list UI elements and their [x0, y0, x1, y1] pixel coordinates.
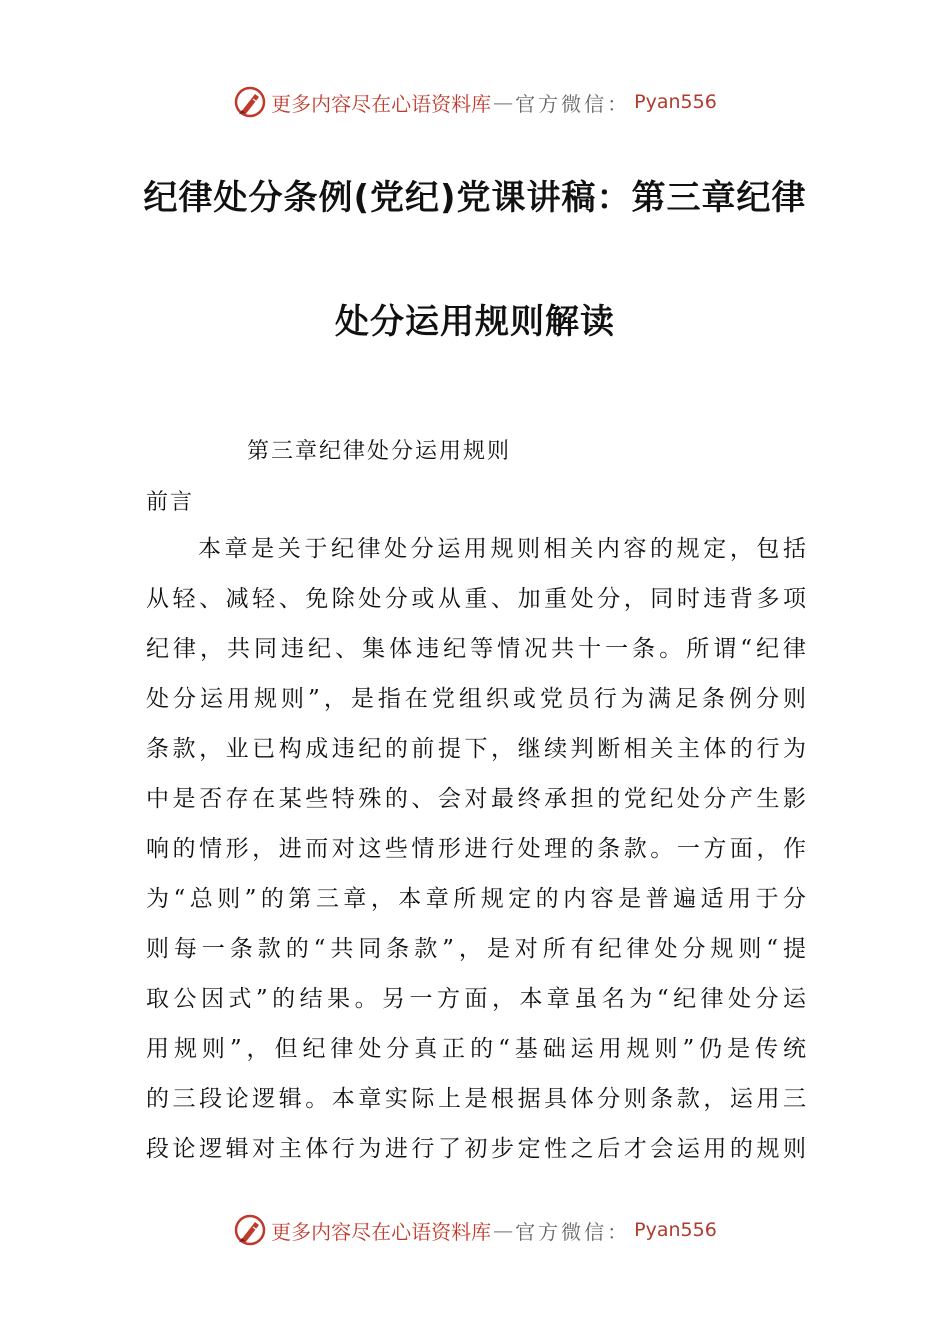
- watermark-brand: 更多内容尽在心语资料库: [271, 91, 492, 116]
- document-title-line-2: 处分运用规则解读: [335, 302, 615, 342]
- paragraph-line: 条款，业已构成违纪的前提下，继续判断相关主体的行为: [146, 736, 806, 762]
- watermark-wechat-id: Pyan556: [634, 1219, 717, 1241]
- paragraph-line: 纪律，共同违纪、集体违纪等情况共十一条。所谓“纪律: [146, 636, 806, 662]
- paragraph-line: 用规则”，但纪律处分真正的“基础运用规则”仍是传统: [146, 1036, 806, 1062]
- watermark-dash: —: [493, 1218, 514, 1242]
- paragraph-line: 本章是关于纪律处分运用规则相关内容的规定，包括: [198, 536, 806, 562]
- chapter-heading: 第三章纪律处分运用规则: [247, 439, 512, 464]
- paragraph-line: 响的情形，进而对这些情形进行处理的条款。一方面，作: [146, 836, 806, 862]
- watermark-wechat-id: Pyan556: [634, 91, 717, 113]
- document-title-line-1: 纪律处分条例(党纪)党课讲稿：第三章纪律: [143, 178, 807, 218]
- paragraph-line: 段论逻辑对主体行为进行了初步定性之后才会运用的规则: [146, 1136, 806, 1162]
- preface-label: 前言: [146, 490, 195, 515]
- pen-logo-icon: [233, 1213, 267, 1247]
- header-watermark: [0, 82, 950, 122]
- pen-logo-icon: [233, 85, 267, 119]
- paragraph-line: 取公因式”的结果。另一方面，本章虽名为“纪律处分运: [146, 986, 806, 1012]
- paragraph-line: 处分运用规则”，是指在党组织或党员行为满足条例分则: [146, 686, 806, 712]
- footer-watermark: [0, 1210, 950, 1250]
- watermark-official-label: 官方微信：: [515, 91, 631, 116]
- watermark-dash: —: [493, 90, 514, 114]
- paragraph-line: 的三段论逻辑。本章实际上是根据具体分则条款，运用三: [146, 1086, 806, 1112]
- paragraph-line: 中是否存在某些特殊的、会对最终承担的党纪处分产生影: [146, 786, 806, 812]
- paragraph-line: 从轻、减轻、免除处分或从重、加重处分，同时违背多项: [146, 586, 806, 612]
- paragraph-line: 则每一条款的“共同条款”，是对所有纪律处分规则“提: [146, 936, 806, 962]
- watermark-official-label: 官方微信：: [515, 1219, 631, 1244]
- paragraph-line: 为“总则”的第三章，本章所规定的内容是普遍适用于分: [146, 886, 806, 912]
- watermark-brand: 更多内容尽在心语资料库: [271, 1219, 492, 1244]
